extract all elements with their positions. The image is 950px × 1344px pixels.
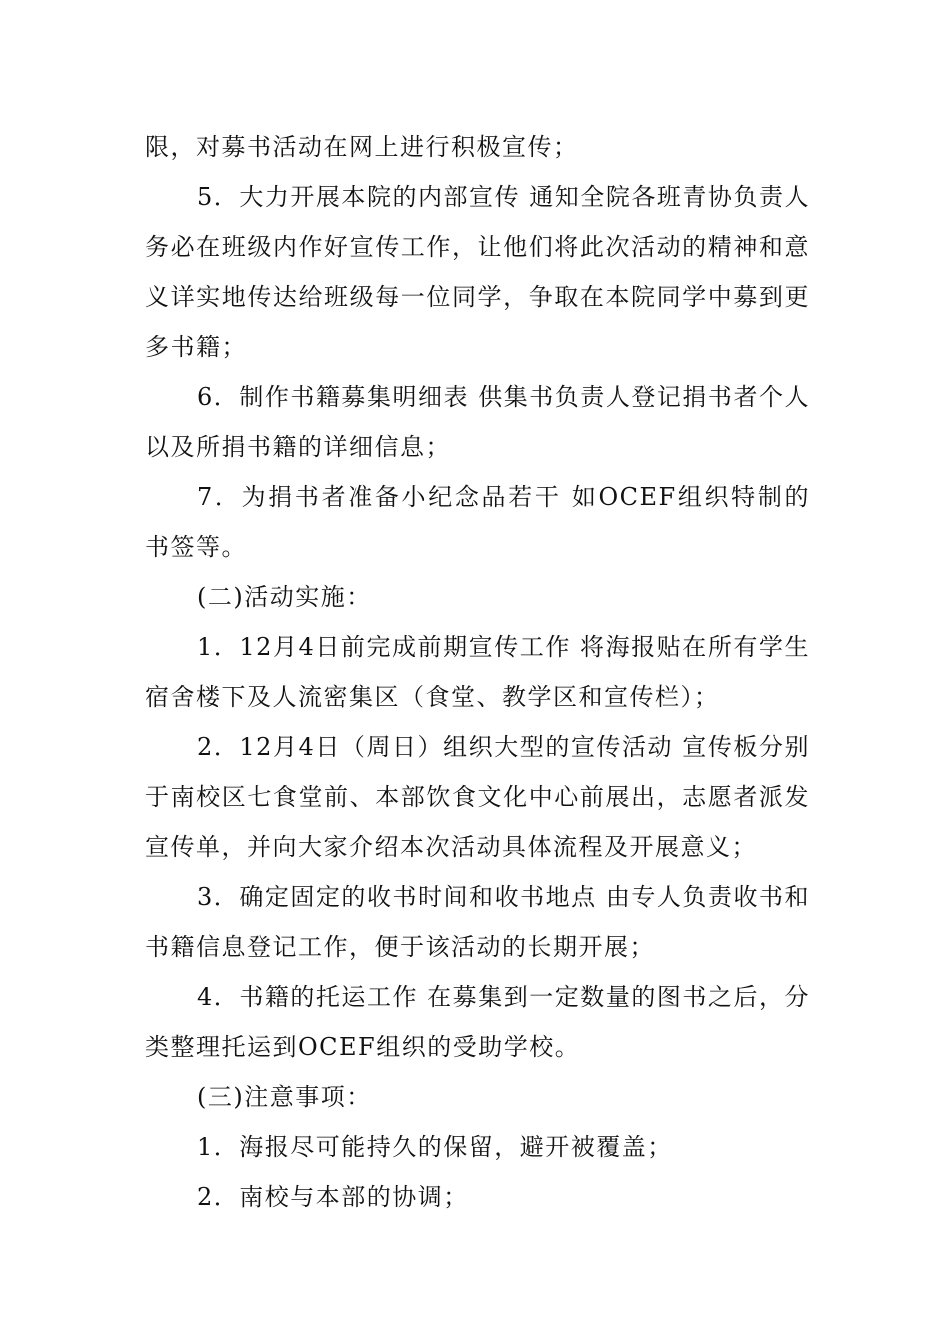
document-body (145, 122, 810, 1222)
paragraph-note-2: 2．南校与本部的协调； (197, 1183, 469, 1211)
paragraph-impl-2: 2．12月4日（周日）组织大型的宣传活动 宣传板分别于南校区七食堂前、本部饮食文化中心前展出，志愿者派发宣传单，并向大家介绍本次活动具体流程及开展意义； (145, 733, 810, 861)
paragraph-item-7-souvenirs: 7．为捐书者准备小纪念品若干 如OCEF组织特制的书签等。 (145, 483, 810, 561)
paragraph-continuation: 限，对募书活动在网上进行积极宣传； (145, 133, 579, 161)
paragraph-item-6-book-list: 6．制作书籍募集明细表 供集书负责人登记捐书者个人以及所捐书籍的详细信息； (145, 383, 810, 461)
paragraph-note-1: 1．海报尽可能持久的保留，避开被覆盖； (197, 1133, 673, 1161)
paragraph-impl-3: 3．确定固定的收书时间和收书地点 由专人负责收书和书籍信息登记工作，便于该活动的长期开展； (145, 883, 810, 961)
section-heading-notes: (三)注意事项： (197, 1083, 372, 1111)
paragraph-impl-4: 4．书籍的托运工作 在募集到一定数量的图书之后，分类整理托运到OCEF组织的受助学校。 (145, 983, 810, 1061)
paragraph-impl-1: 1．12月4日前完成前期宣传工作 将海报贴在所有学生宿舍楼下及人流密集区（食堂、教学区和宣传栏）； (145, 633, 810, 711)
paragraph-item-5-internal-publicity: 5．大力开展本院的内部宣传 通知全院各班青协负责人务必在班级内作好宣传工作，让他们将此次活动的精神和意义详实地传达给班级每一位同学，争取在本院同学中募到更多书籍； (145, 183, 810, 361)
section-heading-implementation: (二)活动实施： (197, 583, 372, 611)
